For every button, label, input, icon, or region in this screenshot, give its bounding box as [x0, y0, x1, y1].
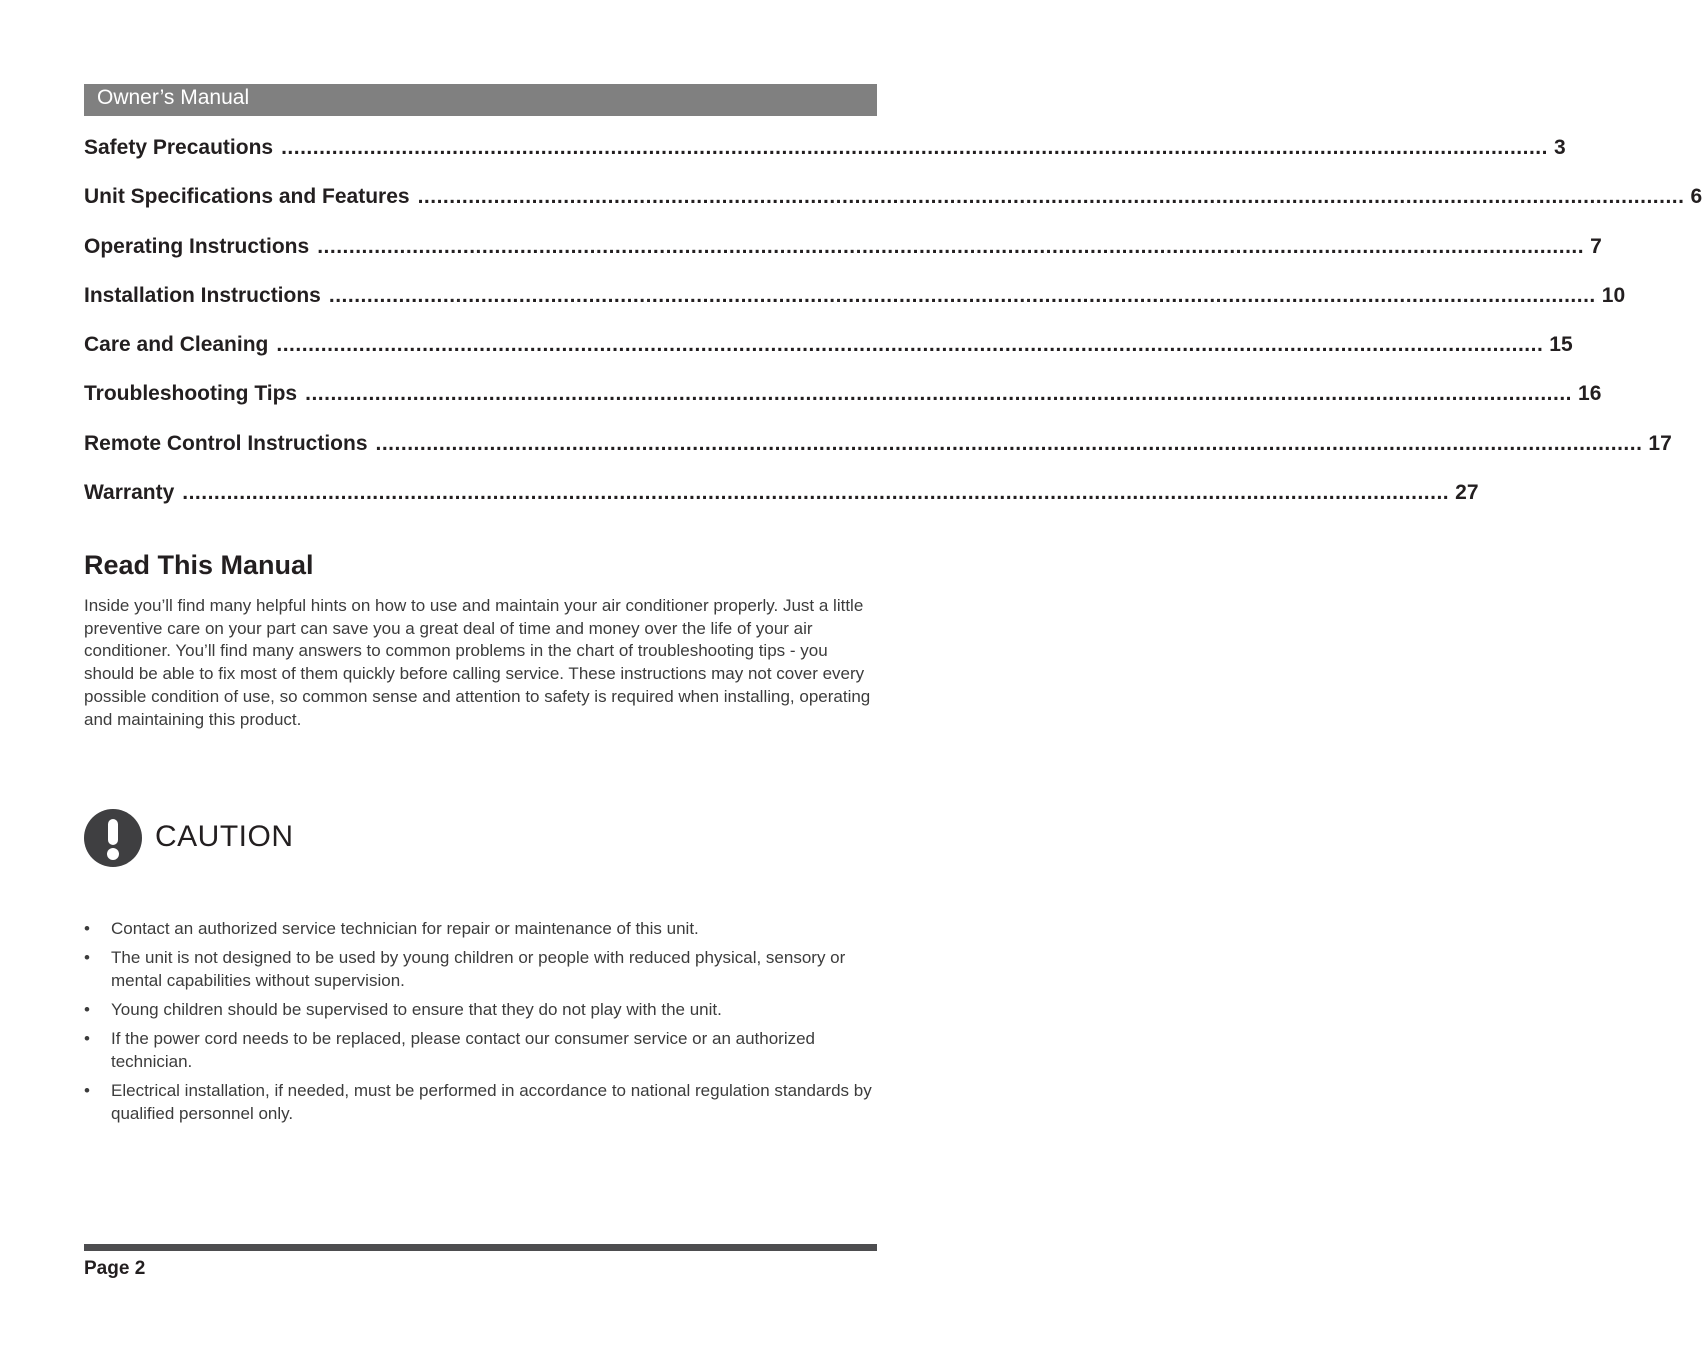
- section-title: Read This Manual: [84, 550, 314, 580]
- toc-leader-dots: ........................................................................................................................................................................................................: [328, 283, 1596, 307]
- toc-page-number: 15: [1549, 333, 1573, 357]
- list-item-text: Electrical installation, if needed, must be performed in accordance to national regulation standards by qualified personnel only.: [111, 1081, 872, 1123]
- page-number: Page 2: [84, 1258, 146, 1279]
- toc-leader-dots: ........................................................................................................................................................................................................: [182, 481, 1450, 505]
- toc-page-number: 17: [1648, 431, 1672, 455]
- toc-title: Warranty: [84, 481, 175, 505]
- intro-paragraph: Inside you’ll find many helpful hints on how to use and maintain your air conditioner properly. Just a little preventive care on your part can save you a great deal of time and money over the life of your air conditioner. You’ll find many answers to common problems in the chart of troubleshooting tips - you should be able to fix most of them quickly before calling service. These instructions may not cover every possible condition of use, so common sense and attention to safety is required when installing, operating and maintaining this product.: [84, 596, 871, 729]
- list-item: [84, 1027, 874, 1073]
- toc-row[interactable]: [84, 279, 1626, 328]
- list-item: [84, 946, 874, 992]
- list-item-text: The unit is not designed to be used by young children or people with reduced physical, sensory or mental capabilities without supervision.: [111, 948, 846, 990]
- list-item: [84, 917, 874, 940]
- toc-page-number: 16: [1578, 382, 1602, 406]
- bullet-mark: •: [84, 1081, 90, 1100]
- toc-page-number: 7: [1590, 234, 1602, 258]
- list-item-text: If the power cord needs to be replaced, please contact our consumer service or an authorized technician.: [111, 1029, 816, 1071]
- toc-page-number: 3: [1553, 136, 1566, 159]
- toc-row[interactable]: [84, 427, 1672, 476]
- toc-title: Care and Cleaning: [84, 333, 269, 357]
- list-item-text: Contact an authorized service technician for repair or maintenance of this unit.: [111, 919, 699, 938]
- toc-page-number: 27: [1455, 481, 1479, 505]
- toc-leader-dots: ........................................................................................................................................................................................................: [317, 234, 1585, 258]
- toc-row[interactable]: [84, 476, 1479, 525]
- toc-row[interactable]: [84, 230, 1602, 279]
- bullet-mark: •: [84, 948, 90, 967]
- bullet-mark: •: [84, 1029, 90, 1048]
- toc-page-number: 6: [1690, 185, 1702, 209]
- toc-title: Installation Instructions: [84, 283, 321, 307]
- caution-list: [84, 917, 874, 1131]
- toc-row[interactable]: [84, 131, 1566, 180]
- header-bar: [84, 84, 877, 116]
- toc-leader-dots: ........................................................................................................................................................................................................: [375, 431, 1643, 455]
- toc-leader-dots: ........................................................................................................................................................................................................: [305, 382, 1573, 406]
- toc-title: Operating Instructions: [84, 234, 310, 258]
- toc-title: Remote Control Instructions: [84, 431, 368, 455]
- caution-title: CAUTION: [155, 820, 294, 853]
- list-item-text: Young children should be supervised to ensure that they do not play with the unit.: [111, 1000, 722, 1019]
- toc-leader-dots: ........................................................................................................................................................................................................: [417, 185, 1685, 209]
- footer-bar: [84, 1244, 877, 1251]
- list-item: [84, 1079, 874, 1125]
- bullet-mark: •: [84, 1000, 90, 1019]
- toc-row[interactable]: [84, 377, 1602, 426]
- toc-leader-dots: ........................................................................................................................................................................................................: [276, 333, 1544, 357]
- toc-title: Unit Specifications and Features: [84, 185, 410, 209]
- toc-row[interactable]: [84, 328, 1573, 377]
- toc-title: Troubleshooting Tips: [84, 382, 298, 406]
- toc-row[interactable]: [84, 180, 1702, 229]
- header-title: Owner’s Manual: [97, 86, 250, 109]
- toc-leader-dots: ........................................................................................................................................................................................................: [281, 136, 1548, 159]
- list-item: [84, 998, 874, 1021]
- toc-title: Safety Precautions: [84, 136, 274, 159]
- table-of-contents: [84, 131, 1702, 525]
- toc-page-number: 10: [1601, 283, 1626, 307]
- bullet-mark: •: [84, 919, 90, 938]
- exclamation-icon: [84, 809, 142, 867]
